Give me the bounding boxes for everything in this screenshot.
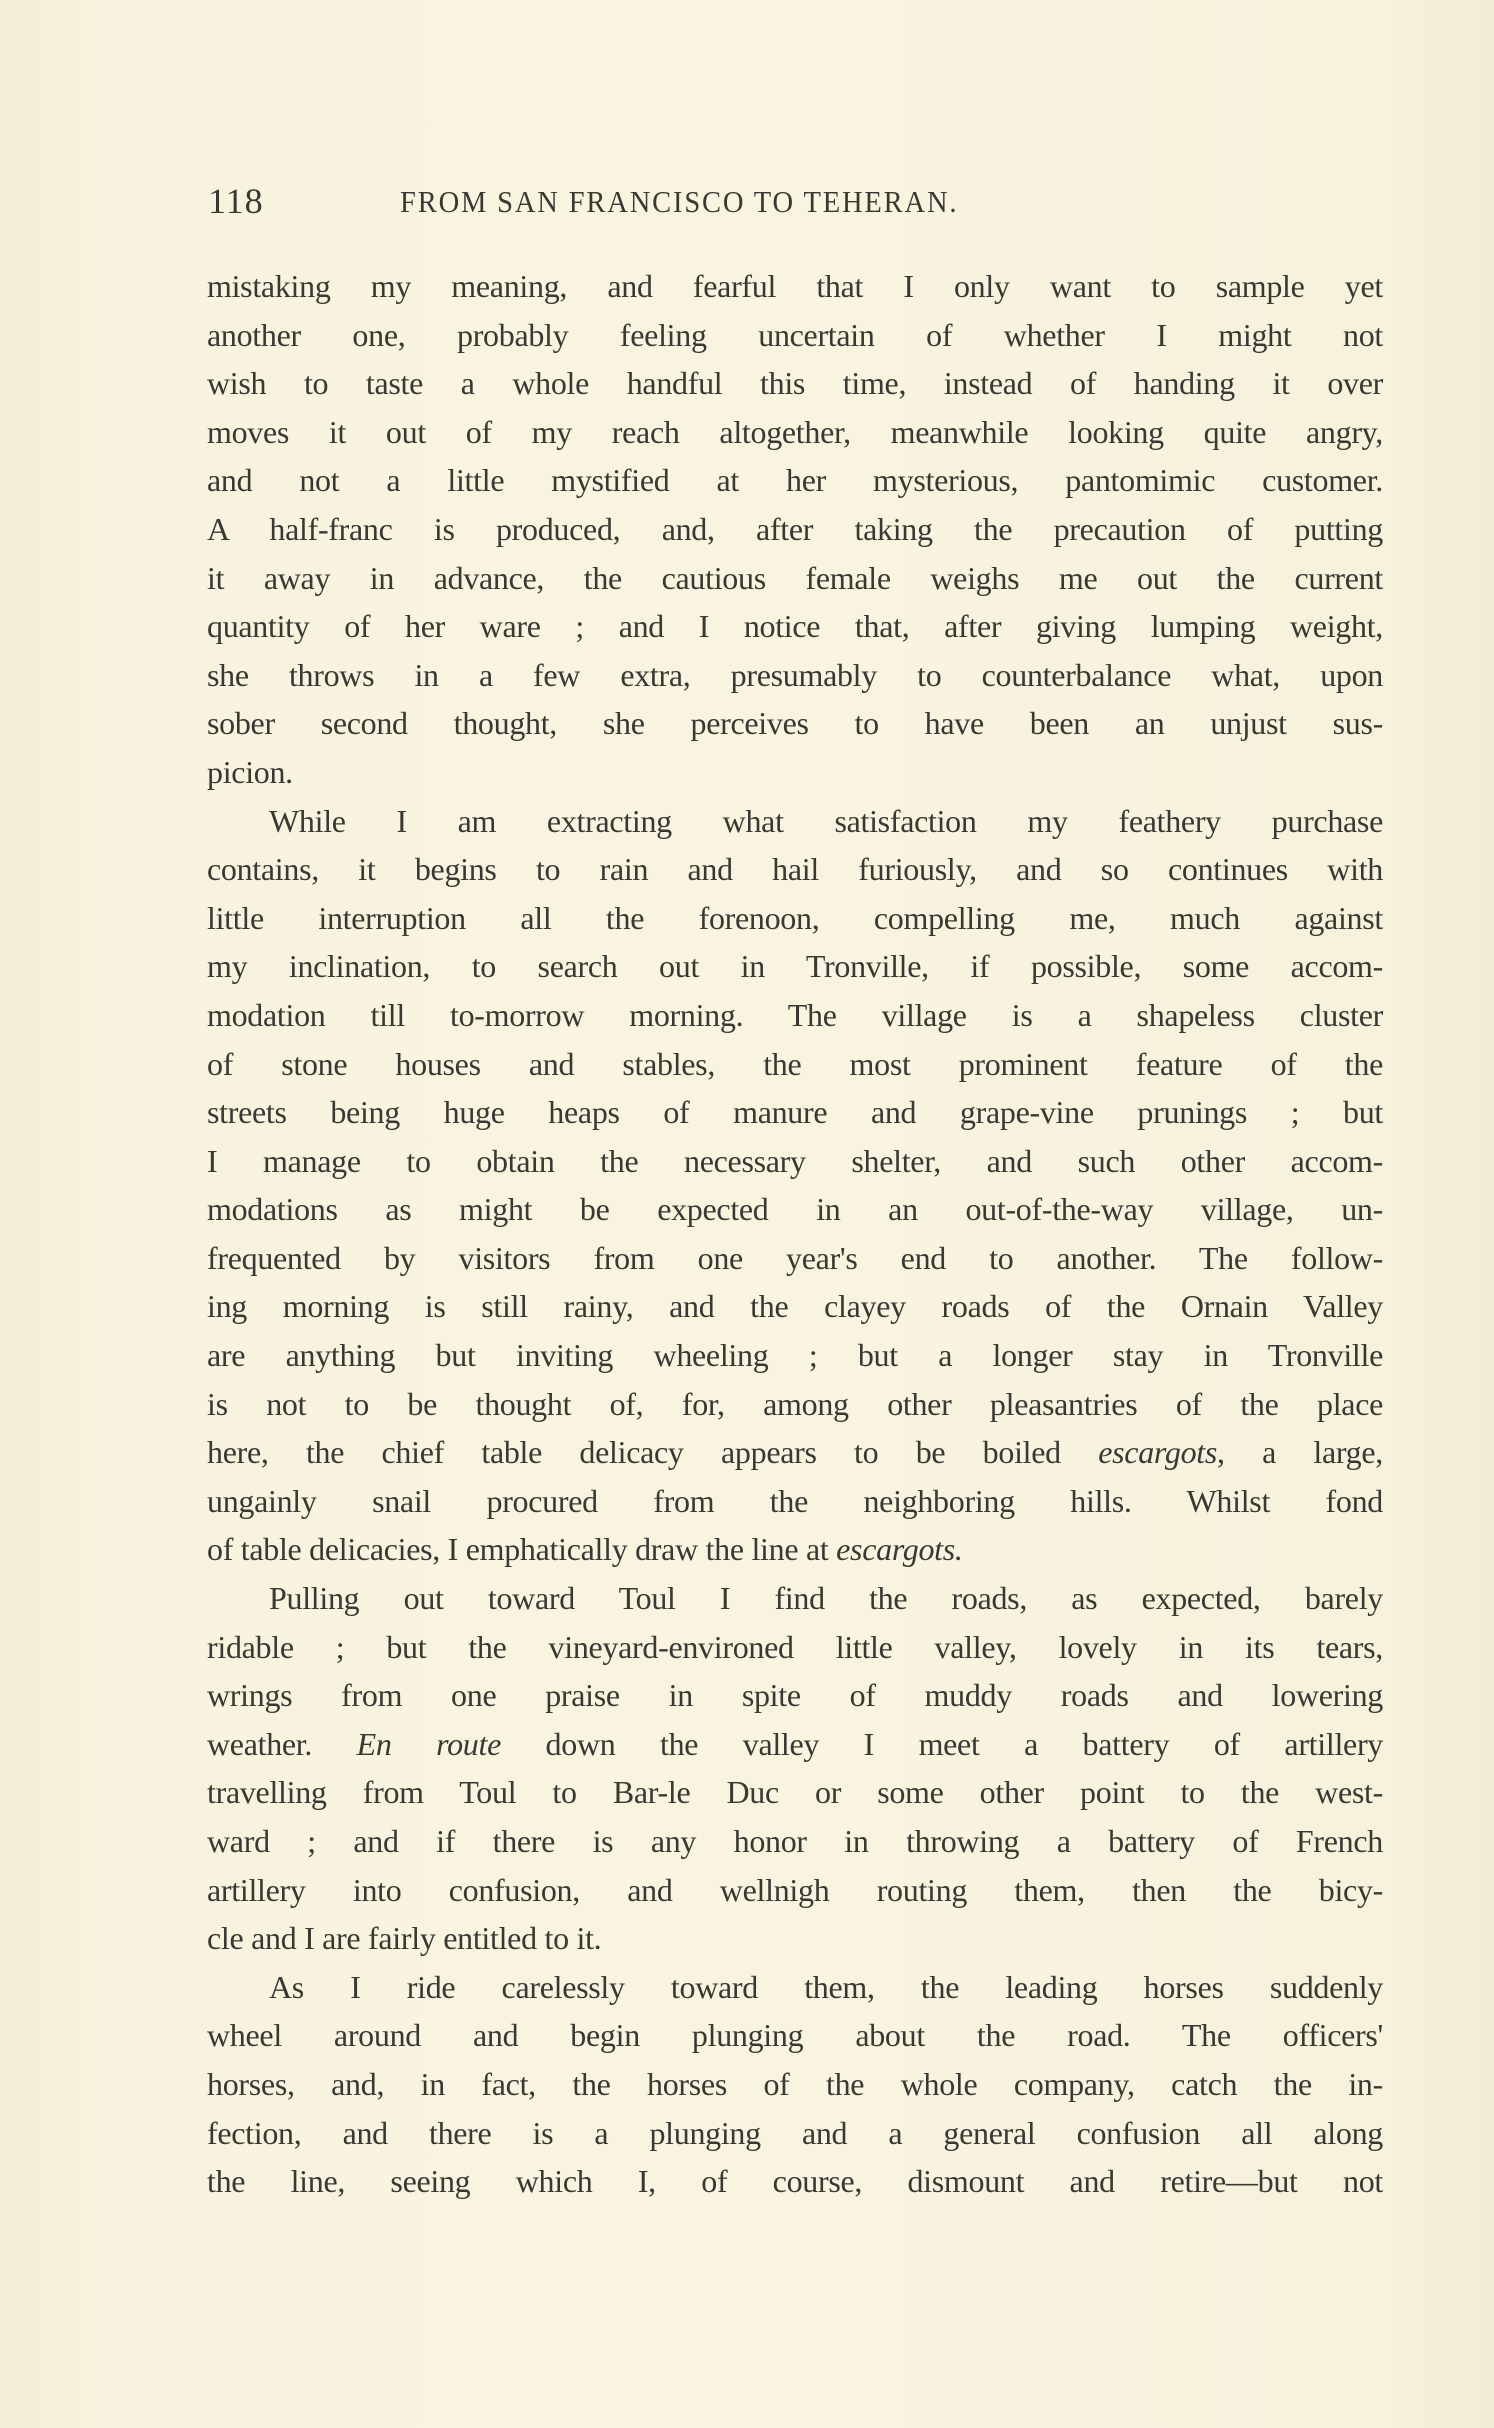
text-line: wrings from one praise in spite of muddy roads and lowering [207,1677,1383,1714]
text-line: quantity of her ware ; and I notice that, after giving lumping weight, [207,608,1383,645]
italic-text: escargots [1098,1434,1218,1471]
text-line: picion. [207,753,293,790]
page-number: 118 [208,181,264,221]
text-line: is not to be thought of, for, among other pleasantries of the place [207,1385,1383,1422]
text-line: here, the chief table delicacy appears to be boiled escargots, a large, [207,1434,1383,1471]
text-line: fection, and there is a plunging and a general confusion all along [207,2114,1383,2151]
text-line: and not a little mystified at her mysterious, pantomimic customer. [207,462,1383,499]
text-line: horses, and, in fact, the horses of the whole company, catch the in- [207,2065,1383,2102]
text-line: another one, probably feeling uncertain of whether I might not [207,316,1383,353]
text-line: ridable ; but the vineyard-environed little valley, lovely in its tears, [207,1628,1383,1665]
paragraph [207,1963,1383,2206]
text-line: As I ride carelessly toward them, the leading horses suddenly [269,1968,1383,2005]
italic-text: escargots. [836,1531,963,1568]
page-header [208,180,1383,226]
text-line: cle and I are fairly entitled to it. [207,1920,602,1957]
text-line: little interruption all the forenoon, compelling me, much against [207,899,1383,936]
text-line: mistaking my meaning, and fearful that I only want to sample yet [207,268,1383,304]
text-line: the line, seeing which I, of course, dismount and retire—but not [207,2163,1383,2200]
text-line: wish to taste a whole handful this time, instead of handing it over [207,365,1383,402]
paragraph [207,1574,1383,1963]
text-line: sober second thought, she perceives to have been an unjust sus- [207,705,1383,742]
text-line: I manage to obtain the necessary shelter, and such other accom- [207,1142,1383,1179]
text-line: contains, it begins to rain and hail furiously, and so continues with [207,851,1383,888]
text-line: moves it out of my reach altogether, meanwhile looking quite angry, [207,413,1383,450]
text-line: it away in advance, the cautious female weighs me out the current [207,559,1383,596]
text-line: modation till to-morrow morning. The village is a shapeless cluster [207,996,1383,1033]
text-line: ungainly snail procured from the neighboring hills. Whilst fond [207,1482,1383,1519]
text-line: wheel around and begin plunging about the road. The officers' [207,2017,1383,2054]
text-line: of table delicacies, I emphatically draw the line at escargots. [207,1531,963,1568]
text-line: my inclination, to search out in Tronville, if possible, some accom- [207,948,1383,985]
text-line: A half-franc is produced, and, after taking the precaution of putting [207,510,1383,547]
text-line: modations as might be expected in an out-of-the-way village, un- [207,1191,1383,1228]
running-head: FROM SAN FRANCISCO TO TEHERAN. [400,184,959,219]
paragraph [207,262,1383,797]
italic-text: En route [356,1725,502,1762]
text-line: are anything but inviting wheeling ; but a longer stay in Tronville [207,1337,1383,1374]
text-line: artillery into confusion, and wellnigh routing them, then the bicy- [207,1871,1383,1908]
text-line: streets being huge heaps of manure and grape-vine prunings ; but [207,1094,1383,1131]
text-line: weather. En route down the valley I meet a battery of artillery [207,1725,1384,1762]
text-line: Pulling out toward Toul I find the roads, as expected, barely [269,1580,1383,1617]
paragraph [207,797,1383,1575]
text-line: travelling from Toul to Bar-le Duc or some other point to the west- [207,1774,1383,1811]
text-line: ward ; and if there is any honor in throwing a battery of French [207,1823,1383,1859]
text-line: ing morning is still rainy, and the clayey roads of the Ornain Valley [207,1288,1383,1325]
text-line: she throws in a few extra, presumably to counterbalance what, upon [207,656,1383,693]
body-text [207,262,1383,2206]
text-line: of stone houses and stables, the most prominent feature of the [207,1045,1383,1082]
text-line: While I am extracting what satisfaction my feathery purchase [269,802,1383,839]
text-line: frequented by visitors from one year's end to another. The follow- [207,1239,1383,1276]
